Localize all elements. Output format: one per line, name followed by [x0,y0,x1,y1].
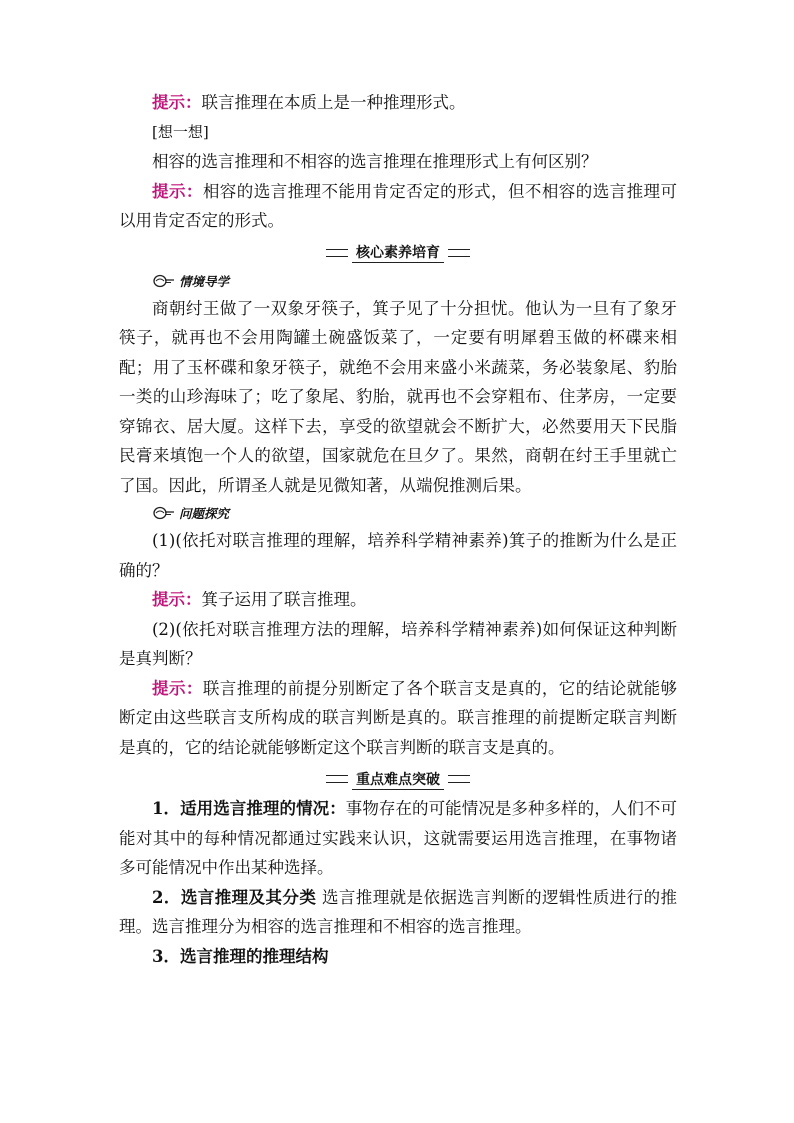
subhead-inquiry [119,500,677,526]
banner-title: 核心素养培育 [352,242,444,263]
section-banner-key [119,764,677,794]
question-paragraph-2: (1)(依托对联言推理的理解，培养科学精神素养)箕子的推断为什么是正确的？ [119,531,677,580]
tip-label: 提示： [152,678,203,698]
tip-text-2: 相容的选言推理不能用肯定否定的形式，但不相容的选言推理可以用肯定否定的形式。 [119,181,678,230]
story-paragraph: 商朝纣王做了一双象牙筷子，箕子见了十分担忧。他认为一旦有了象牙筷子，就再也不会用陶罐土碗盛饭菜了，一定要有明犀碧玉做的杯碟来相配；用了玉杯碟和象牙筷子，就绝不会用来盛小米蔬菜，务必装象尾、豹胎一类的山珍海味了；吃了象尾、豹胎，就再也不会穿粗布、住茅房，一定要穿锦衣、居大厦。这样下去，享受的欲望就会不断扩大，必然要用天下民脂民膏来填饱一个人的欲望，国家就危在旦夕了。果然，商朝在纣王手里就亡了国。因此，所谓圣人就是见微知著，从端倪推测后果。 [119,298,677,495]
tip-paragraph-2 [119,177,677,236]
banner-line-right [448,775,470,783]
subhead-situation [119,268,677,294]
document-page [119,88,677,971]
tip-paragraph-1 [119,88,677,118]
point-paragraph-1 [119,794,677,883]
section-banner-core [119,238,677,268]
point-text-2: 选言推理就是依据选言判断的逻辑性质进行的推理。选言推理分为相容的选言推理和不相容的选言推理。 [119,887,677,936]
banner-title: 重点难点突破 [352,769,444,790]
banner-line-left [326,775,348,783]
tip-paragraph-4 [119,674,677,763]
point-heading-3: 3．选言推理的推理结构 [152,946,329,966]
point-heading-1: 1．适用选言推理的情况： [152,799,346,818]
tip-label: 提示： [152,590,202,609]
tip-label: 提示： [152,181,203,201]
tip-label: 提示： [152,93,202,112]
banner-line-right [448,249,470,257]
point-paragraph-3 [119,942,677,972]
question-paragraph-1: 相容的选言推理和不相容的选言推理在推理形式上有何区别？ [152,152,598,171]
tip-text-1: 联言推理在本质上是一种推理形式。 [201,93,466,112]
banner-line-left [326,249,348,257]
question-paragraph-3: (2)(依托对联言推理方法的理解，培养科学精神素养)如何保证这种判断是真判断？ [119,619,677,668]
hand-pointer-icon [153,274,175,288]
point-paragraph-2 [119,883,677,942]
subhead-label: 问题探究 [179,506,230,521]
think-heading: [想一想] [152,122,209,141]
point-heading-2: 2．选言推理及其分类 [152,887,317,907]
point-text-1: 事物存在的可能情况是多种多样的，人们不可能对其中的每种情况都通过实践来认识，这就需要运用选言推理，在事物诸多可能情况中作出某种选择。 [119,799,678,877]
tip-text-4: 联言推理的前提分别断定了各个联言支是真的，它的结论就能够断定由这些联言支所构成的联言判断是真的。联言推理的前提断定联言判断是真的，它的结论就能够断定这个联言判断的联言支是真的。 [119,678,678,757]
tip-paragraph-3 [119,585,677,615]
subhead-label: 情境导学 [179,273,230,289]
tip-text-3: 箕子运用了联言推理。 [201,590,367,609]
hand-pointer-icon [153,506,175,520]
